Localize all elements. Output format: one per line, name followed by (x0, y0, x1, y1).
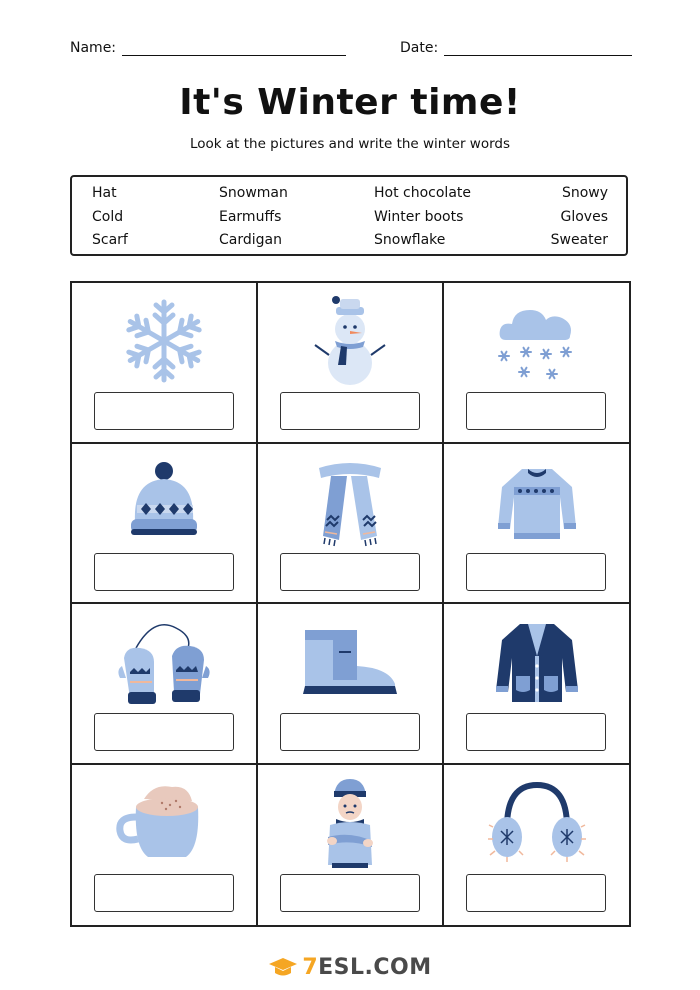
hot-chocolate-icon (72, 775, 256, 871)
answer-box[interactable] (94, 392, 234, 430)
word-bank-word: Hat (92, 185, 117, 201)
picture-cell (72, 604, 258, 765)
snowy-cloud-icon (444, 293, 629, 389)
answer-box[interactable] (466, 874, 606, 912)
logo-text: ESL.COM (318, 955, 432, 980)
word-bank (70, 175, 628, 256)
picture-cell (444, 604, 629, 765)
word-bank-word: Sweater (550, 232, 608, 248)
picture-cell (72, 765, 258, 926)
picture-cell (444, 765, 629, 926)
answer-box[interactable] (94, 713, 234, 751)
instructions: Look at the pictures and write the winter words (189, 136, 511, 152)
word-bank-word: Snowy (561, 185, 608, 201)
word-bank-word: Snowflake (374, 232, 446, 248)
picture-cell (258, 444, 444, 605)
word-bank-word: Cold (92, 208, 124, 225)
date-row (400, 40, 632, 56)
cardigan-icon (444, 614, 629, 710)
date-label: Date: (400, 40, 439, 56)
page-title: It's Winter time! (179, 82, 521, 123)
cold-person-icon (258, 775, 442, 871)
snowman-icon (258, 293, 442, 389)
picture-cell (444, 283, 629, 444)
word-bank-word: Hot chocolate (374, 185, 472, 201)
answer-box[interactable] (466, 713, 606, 751)
graduation-cap-icon (268, 956, 298, 978)
word-bank-word: Snowman (219, 185, 288, 201)
picture-grid (70, 281, 631, 927)
answer-box[interactable] (280, 874, 420, 912)
answer-box[interactable] (466, 392, 606, 430)
word-bank-column (374, 182, 471, 253)
name-label: Name: (70, 40, 117, 56)
logo-seven: 7 (302, 955, 319, 980)
word-bank-word: Winter boots (374, 208, 464, 225)
word-bank-word: Cardigan (219, 232, 282, 248)
word-bank-column (551, 182, 608, 253)
picture-cell (72, 444, 258, 605)
picture-cell (258, 604, 444, 765)
answer-box[interactable] (280, 392, 420, 430)
word-bank-word: Earmuffs (219, 208, 282, 225)
word-bank-word: Scarf (92, 232, 128, 248)
answer-box[interactable] (466, 553, 606, 591)
answer-box[interactable] (94, 874, 234, 912)
name-row (70, 40, 346, 56)
scarf-icon (258, 454, 442, 550)
earmuffs-icon (444, 775, 629, 871)
name-line[interactable] (122, 41, 346, 56)
picture-cell (258, 765, 444, 926)
answer-box[interactable] (94, 553, 234, 591)
picture-cell (72, 283, 258, 444)
picture-cell (258, 283, 444, 444)
answer-box[interactable] (280, 713, 420, 751)
winter-hat-icon (72, 454, 256, 550)
date-line[interactable] (444, 41, 632, 56)
picture-cell (444, 444, 629, 605)
word-bank-word: Gloves (560, 208, 608, 225)
word-bank-column (219, 182, 288, 253)
sweater-icon (444, 454, 629, 550)
answer-box[interactable] (280, 553, 420, 591)
snowflake-icon (72, 293, 256, 389)
winter-boot-icon (258, 614, 442, 710)
esl-logo (0, 955, 700, 980)
word-bank-column (92, 182, 128, 253)
mittens-icon (72, 614, 256, 710)
